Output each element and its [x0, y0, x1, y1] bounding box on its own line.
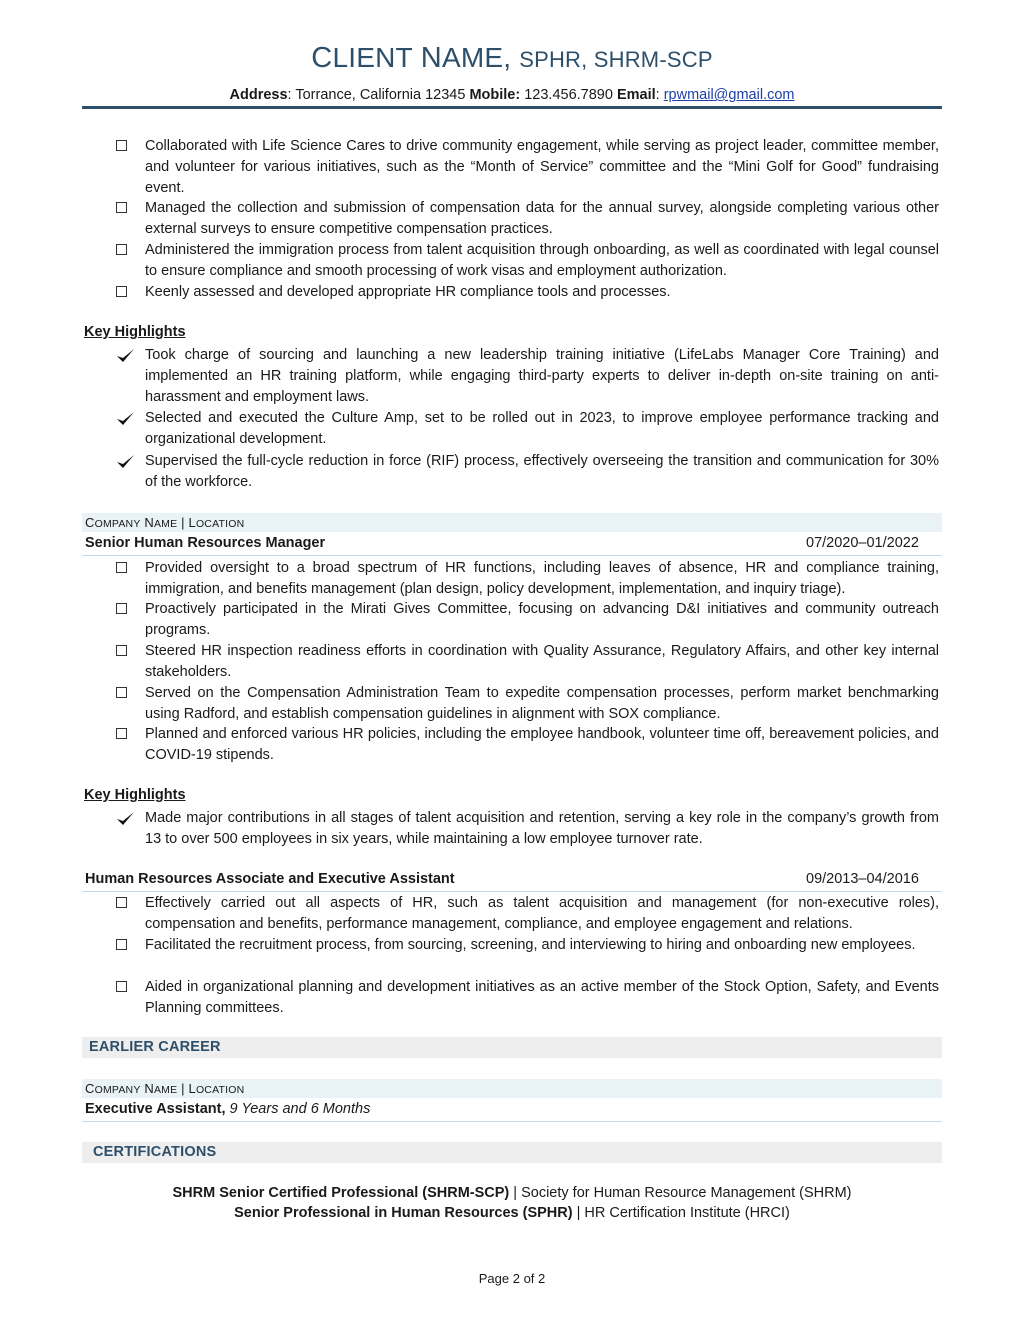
checkbox-bullet-icon — [116, 286, 127, 297]
checkbox-bullet-icon — [116, 897, 127, 908]
page-number: Page 2 of 2 — [478, 1271, 546, 1286]
highlight-item: Made major contributions in all stages of talent acquisition and retention, serving a key role in the company’s growth from 13 to over 500 employees in six years, while maintaining a low employee turnover rate. — [145, 810, 939, 847]
checkmark-icon — [116, 410, 136, 428]
highlight-item: Selected and executed the Culture Amp, set to be rolled out in 2023, to improve employee performance tracking and organizational development. — [145, 410, 939, 447]
section-title-certifications: CERTIFICATIONS — [93, 1144, 217, 1160]
job-dates: 09/2013–04/2016 — [806, 871, 919, 887]
checkmark-icon — [116, 810, 136, 828]
list-item: Aided in organizational planning and development initiatives as an active member of the Stock Option, Safety, and Events Planning committees. — [145, 979, 939, 1016]
checkbox-bullet-icon — [116, 939, 127, 950]
list-item: Collaborated with Life Science Cares to drive community engagement, while serving as project leader, committee member, and volunteer for various initiatives, such as the “Month of Service” committee and the “Mini Golf for Good” fundraising event. — [145, 138, 939, 196]
checkbox-bullet-icon — [116, 244, 127, 255]
checkbox-bullet-icon — [116, 202, 127, 213]
role-divider — [82, 555, 942, 556]
checkbox-bullet-icon — [116, 603, 127, 614]
list-item: Proactively participated in the Mirati Gives Committee, focusing on advancing D&I initiatives and community outreach programs. — [145, 601, 939, 638]
checkbox-bullet-icon — [116, 562, 127, 573]
key-highlights-heading: Key Highlights — [84, 787, 186, 803]
job-dates: 07/2020–01/2022 — [806, 535, 919, 551]
highlight-item: Took charge of sourcing and launching a new leadership training initiative (LifeLabs Manager Core Training) and implemented an HR training platform, while engaging third-party experts to deliver in-depth on-site training on anti-harassment and employment laws. — [145, 347, 939, 405]
checkmark-icon — [116, 453, 136, 471]
role-divider — [82, 1121, 942, 1122]
certification-item: Senior Professional in Human Resources (SPHR) | HR Certification Institute (HRCI) — [234, 1205, 790, 1221]
role-divider — [82, 891, 942, 892]
checkmark-icon — [116, 347, 136, 365]
header-divider — [82, 106, 942, 109]
checkbox-bullet-icon — [116, 140, 127, 151]
checkbox-bullet-icon — [116, 645, 127, 656]
checkbox-bullet-icon — [116, 728, 127, 739]
company-location: COMPANY NAME | LOCATION — [85, 515, 245, 530]
list-item: Administered the immigration process from talent acquisition through onboarding, as well as coordinated with legal counsel to ensure compliance and smooth processing of work visas and employment authorization. — [145, 242, 939, 279]
email-link[interactable]: rpwmail@gmail.com — [663, 87, 795, 103]
key-highlights-heading: Key Highlights — [84, 324, 186, 340]
list-item: Steered HR inspection readiness efforts in coordination with Quality Assurance, Regulatory Affairs, and other key internal stakeholders. — [145, 643, 939, 680]
checkbox-bullet-icon — [116, 981, 127, 992]
list-item: Served on the Compensation Administration Team to expedite compensation processes, perform market benchmarking using Radford, and establish compensation guidelines in alignment with SOX compliance. — [145, 685, 939, 722]
list-item: Keenly assessed and developed appropriate HR compliance tools and processes. — [145, 284, 671, 300]
list-item: Planned and enforced various HR policies, including the employee handbook, volunteer time off, bereavement policies, and COVID-19 stipends. — [145, 726, 939, 763]
checkbox-bullet-icon — [116, 687, 127, 698]
contact-line: Address: Torrance, California 12345 Mobile: 123.456.7890 Email: rpwmail@gmail.com — [229, 87, 795, 103]
job-title: Human Resources Associate and Executive Assistant — [85, 871, 455, 887]
job-title: Senior Human Resources Manager — [85, 535, 326, 551]
list-item: Effectively carried out all aspects of HR, such as talent acquisition and management (for non-executive roles), compensation and benefits, performance management, compliance, and employee engagement and relations. — [145, 895, 939, 932]
certification-item: SHRM Senior Certified Professional (SHRM-SCP) | Society for Human Resource Management (SHRM) — [172, 1185, 852, 1201]
list-item: Managed the collection and submission of compensation data for the annual survey, alongside completing various other external surveys to ensure competitive compensation practices. — [145, 200, 939, 237]
list-item: Facilitated the recruitment process, from sourcing, screening, and interviewing to hiring and onboarding new employees. — [145, 937, 916, 953]
highlight-item: Supervised the full-cycle reduction in force (RIF) process, effectively overseeing the transition and communication for 30% of the workforce. — [145, 453, 939, 490]
list-item: Provided oversight to a broad spectrum of HR functions, including leaves of absence, HR and compliance training, immigration, and benefits management (plan design, policy development, implementation, and inquiry triage). — [145, 560, 939, 597]
section-title-earlier-career: EARLIER CAREER — [89, 1039, 221, 1055]
company-location: COMPANY NAME | LOCATION — [85, 1081, 245, 1096]
job-title: Executive Assistant, 9 Years and 6 Months — [85, 1101, 371, 1117]
candidate-name: CLIENT NAME, SPHR, SHRM-SCP — [311, 42, 713, 74]
